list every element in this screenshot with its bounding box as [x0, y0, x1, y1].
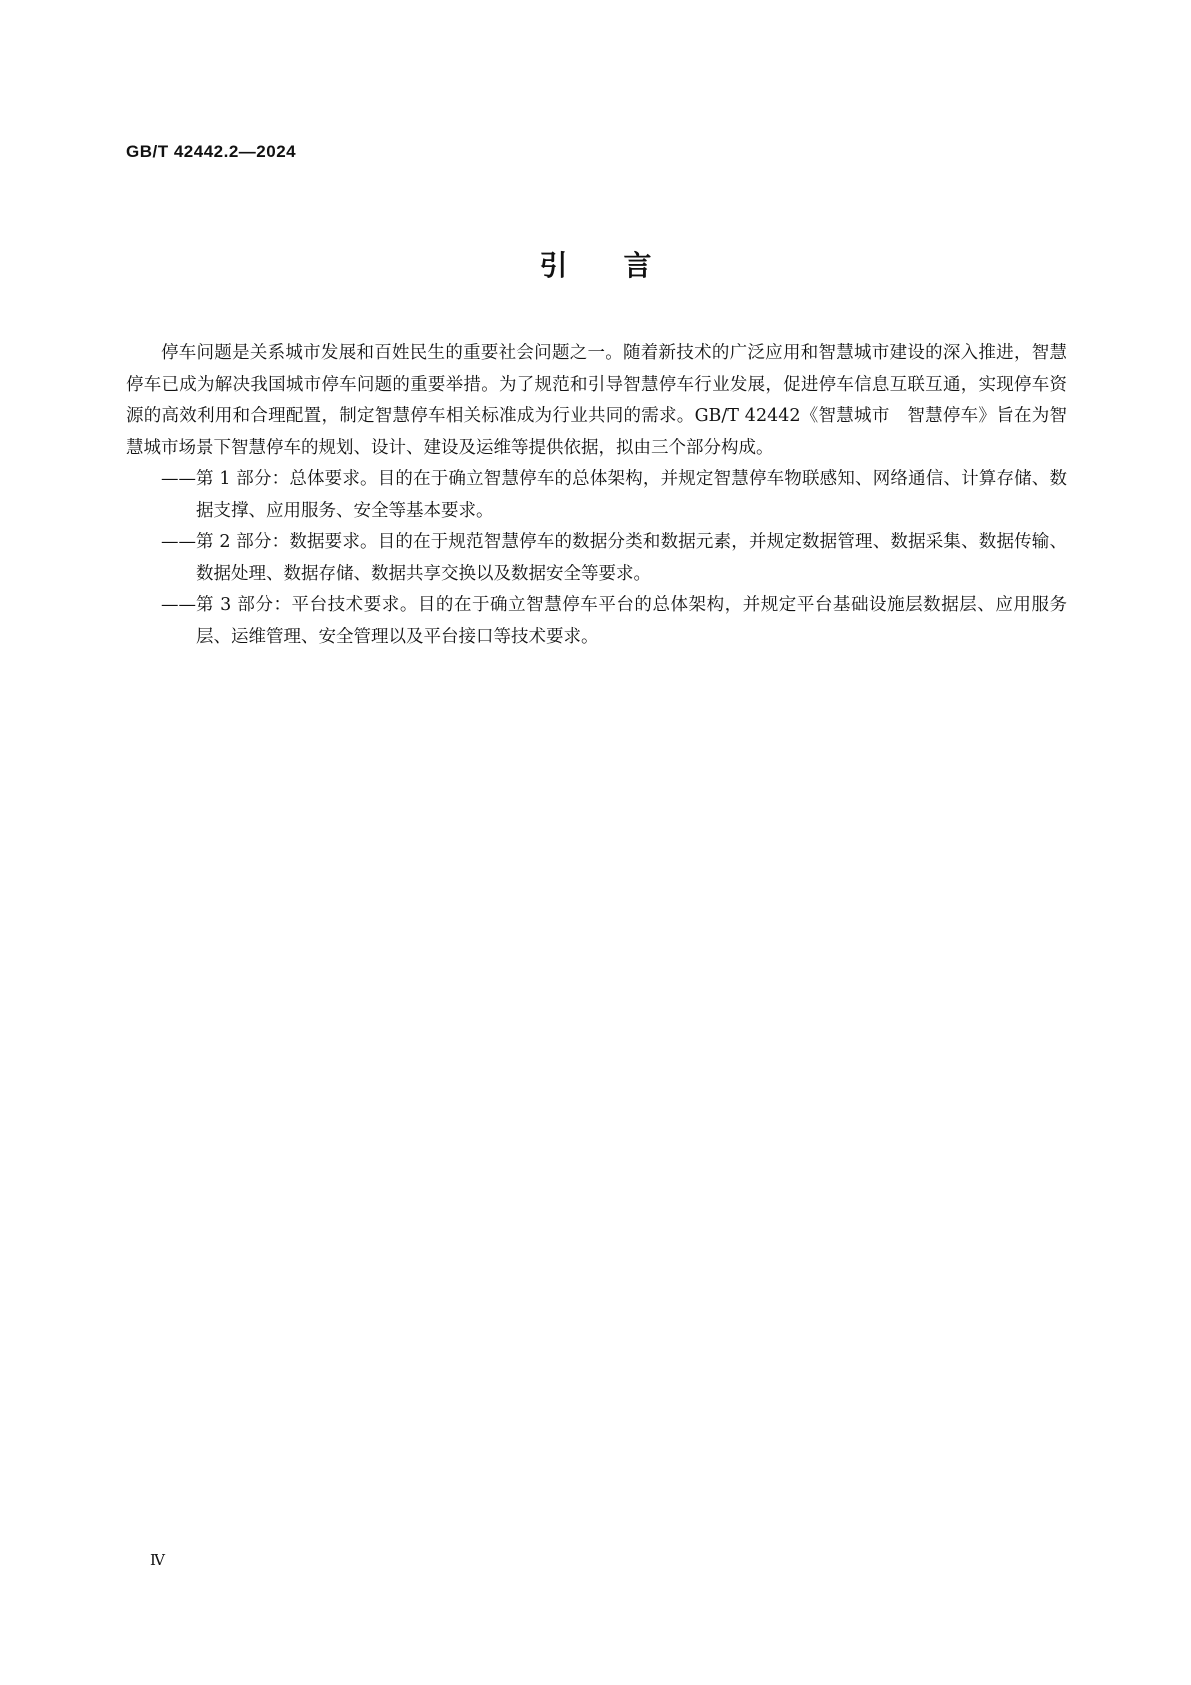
page-title: 引言 [539, 249, 708, 282]
standard-code-header: GB/T 42442.2—2024 [126, 142, 297, 161]
intro-paragraph: 停车问题是关系城市发展和百姓民生的重要社会问题之一。随着新技术的广泛应用和智慧城市建设的深入推进，智慧停车已成为解决我国城市停车问题的重要举措。为了规范和引导智慧停车行业发展，促进停车信息互联互通，实现停车资源的高效利用和合理配置，制定智慧停车相关标准成为行业共同的需求。GB/T 42442《智慧城市 智慧停车》旨在为智慧城市场景下智慧停车的规划、设计、建设及运维等提供依据，拟由三个部分构成。 [126, 343, 1067, 458]
list-item-part-1 [126, 464, 1067, 527]
page-number: Ⅳ [150, 1551, 165, 1569]
list-item-text: 第 2 部分：数据要求。目的在于规范智慧停车的数据分类和数据元素，并规定数据管理、数据采集、数据传输、数据处理、数据存储、数据共享交换以及数据安全等要求。 [196, 532, 1067, 584]
list-dash: —— [161, 469, 196, 489]
list-item-part-2 [126, 527, 1067, 590]
list-dash: —— [161, 595, 196, 615]
list-item-text: 第 3 部分：平台技术要求。目的在于确立智慧停车平台的总体架构，并规定平台基础设施层数据层、应用服务层、运维管理、安全管理以及平台接口等技术要求。 [196, 595, 1067, 647]
document-body [126, 338, 1067, 653]
list-item-part-3 [126, 590, 1067, 653]
list-dash: —— [161, 532, 196, 552]
list-item-text: 第 1 部分：总体要求。目的在于确立智慧停车的总体架构，并规定智慧停车物联感知、网络通信、计算存储、数据支撑、应用服务、安全等基本要求。 [196, 469, 1067, 521]
